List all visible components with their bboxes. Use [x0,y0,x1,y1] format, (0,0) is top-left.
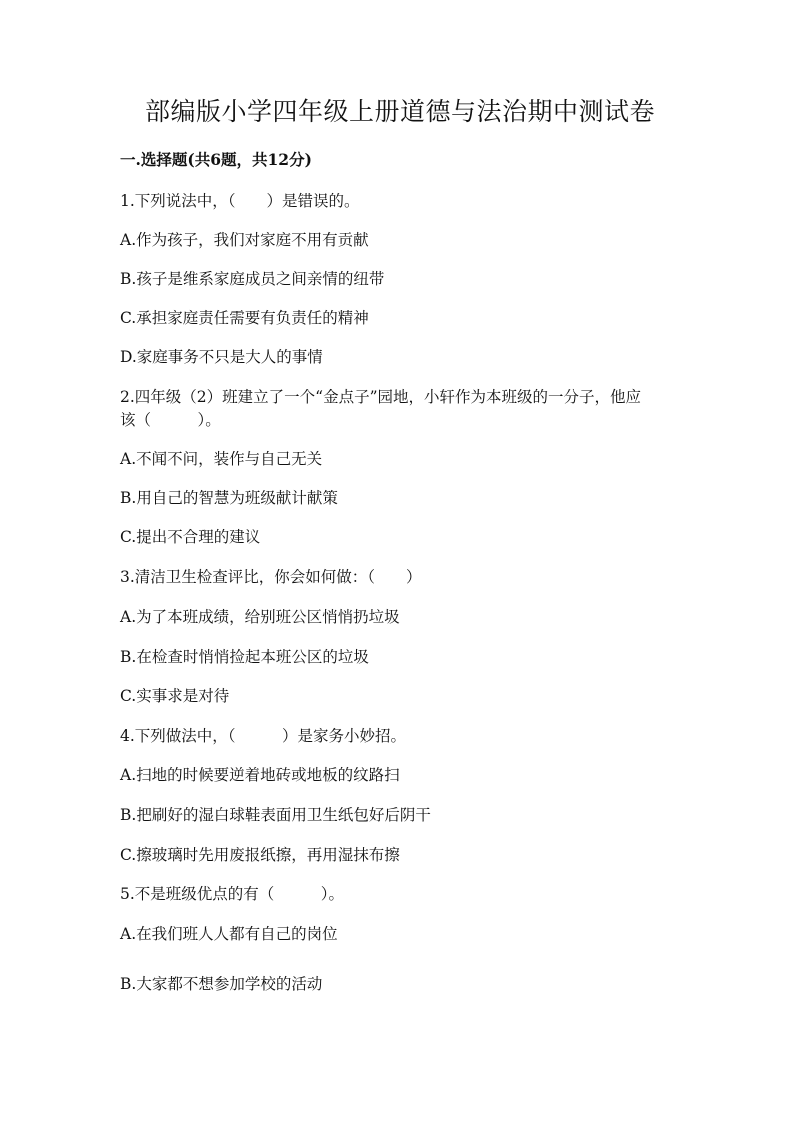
question-2-option-b: B.用自己的智慧为班级献计献策 [120,489,338,507]
question-5-stem: 5.不是班级优点的有（ ）。 [120,885,345,903]
question-1-option-a: A.作为孩子，我们对家庭不用有贡献 [120,231,369,249]
question-4-option-a: A.扫地的时候要逆着地砖或地板的纹路扫 [120,766,400,784]
question-3-option-a: A.为了本班成绩，给别班公区悄悄扔垃圾 [120,608,400,626]
question-5-option-a: A.在我们班人人都有自己的岗位 [120,925,338,943]
question-2-stem-line-1: 2.四年级（2）班建立了一个“金点子”园地，小轩作为本班级的一分子，他应 [120,388,642,406]
question-2-stem-line-2: 该（ ）。 [120,411,221,429]
page-title: 部编版小学四年级上册道德与法治期中测试卷 [144,97,655,126]
question-1-option-c: C.承担家庭责任需要有负责任的精神 [120,309,369,327]
question-3-option-b: B.在检查时悄悄捡起本班公区的垃圾 [120,648,369,666]
question-1-option-d: D.家庭事务不只是大人的事情 [120,348,323,366]
question-4-option-b: B.把刷好的湿白球鞋表面用卫生纸包好后阴干 [120,806,431,824]
question-2-option-c: C.提出不合理的建议 [120,528,261,546]
question-3-stem: 3.清洁卫生检查评比，你会如何做：（ ） [120,568,422,586]
question-4-option-c: C.擦玻璃时先用废报纸擦，再用湿抹布擦 [120,846,400,864]
question-4-stem: 4.下列做法中，（ ）是家务小妙招。 [120,727,407,745]
question-1-stem: 1.下列说法中，（ ）是错误的。 [120,192,360,210]
question-5-option-b: B.大家都不想参加学校的活动 [120,975,323,993]
section-heading: 一.选择题(共6题，共12分) [120,150,312,169]
question-2-option-a: A.不闻不问，装作与自己无关 [120,450,323,468]
question-1-option-b: B.孩子是维系家庭成员之间亲情的纽带 [120,270,385,288]
question-3-option-c: C.实事求是对待 [120,687,230,705]
